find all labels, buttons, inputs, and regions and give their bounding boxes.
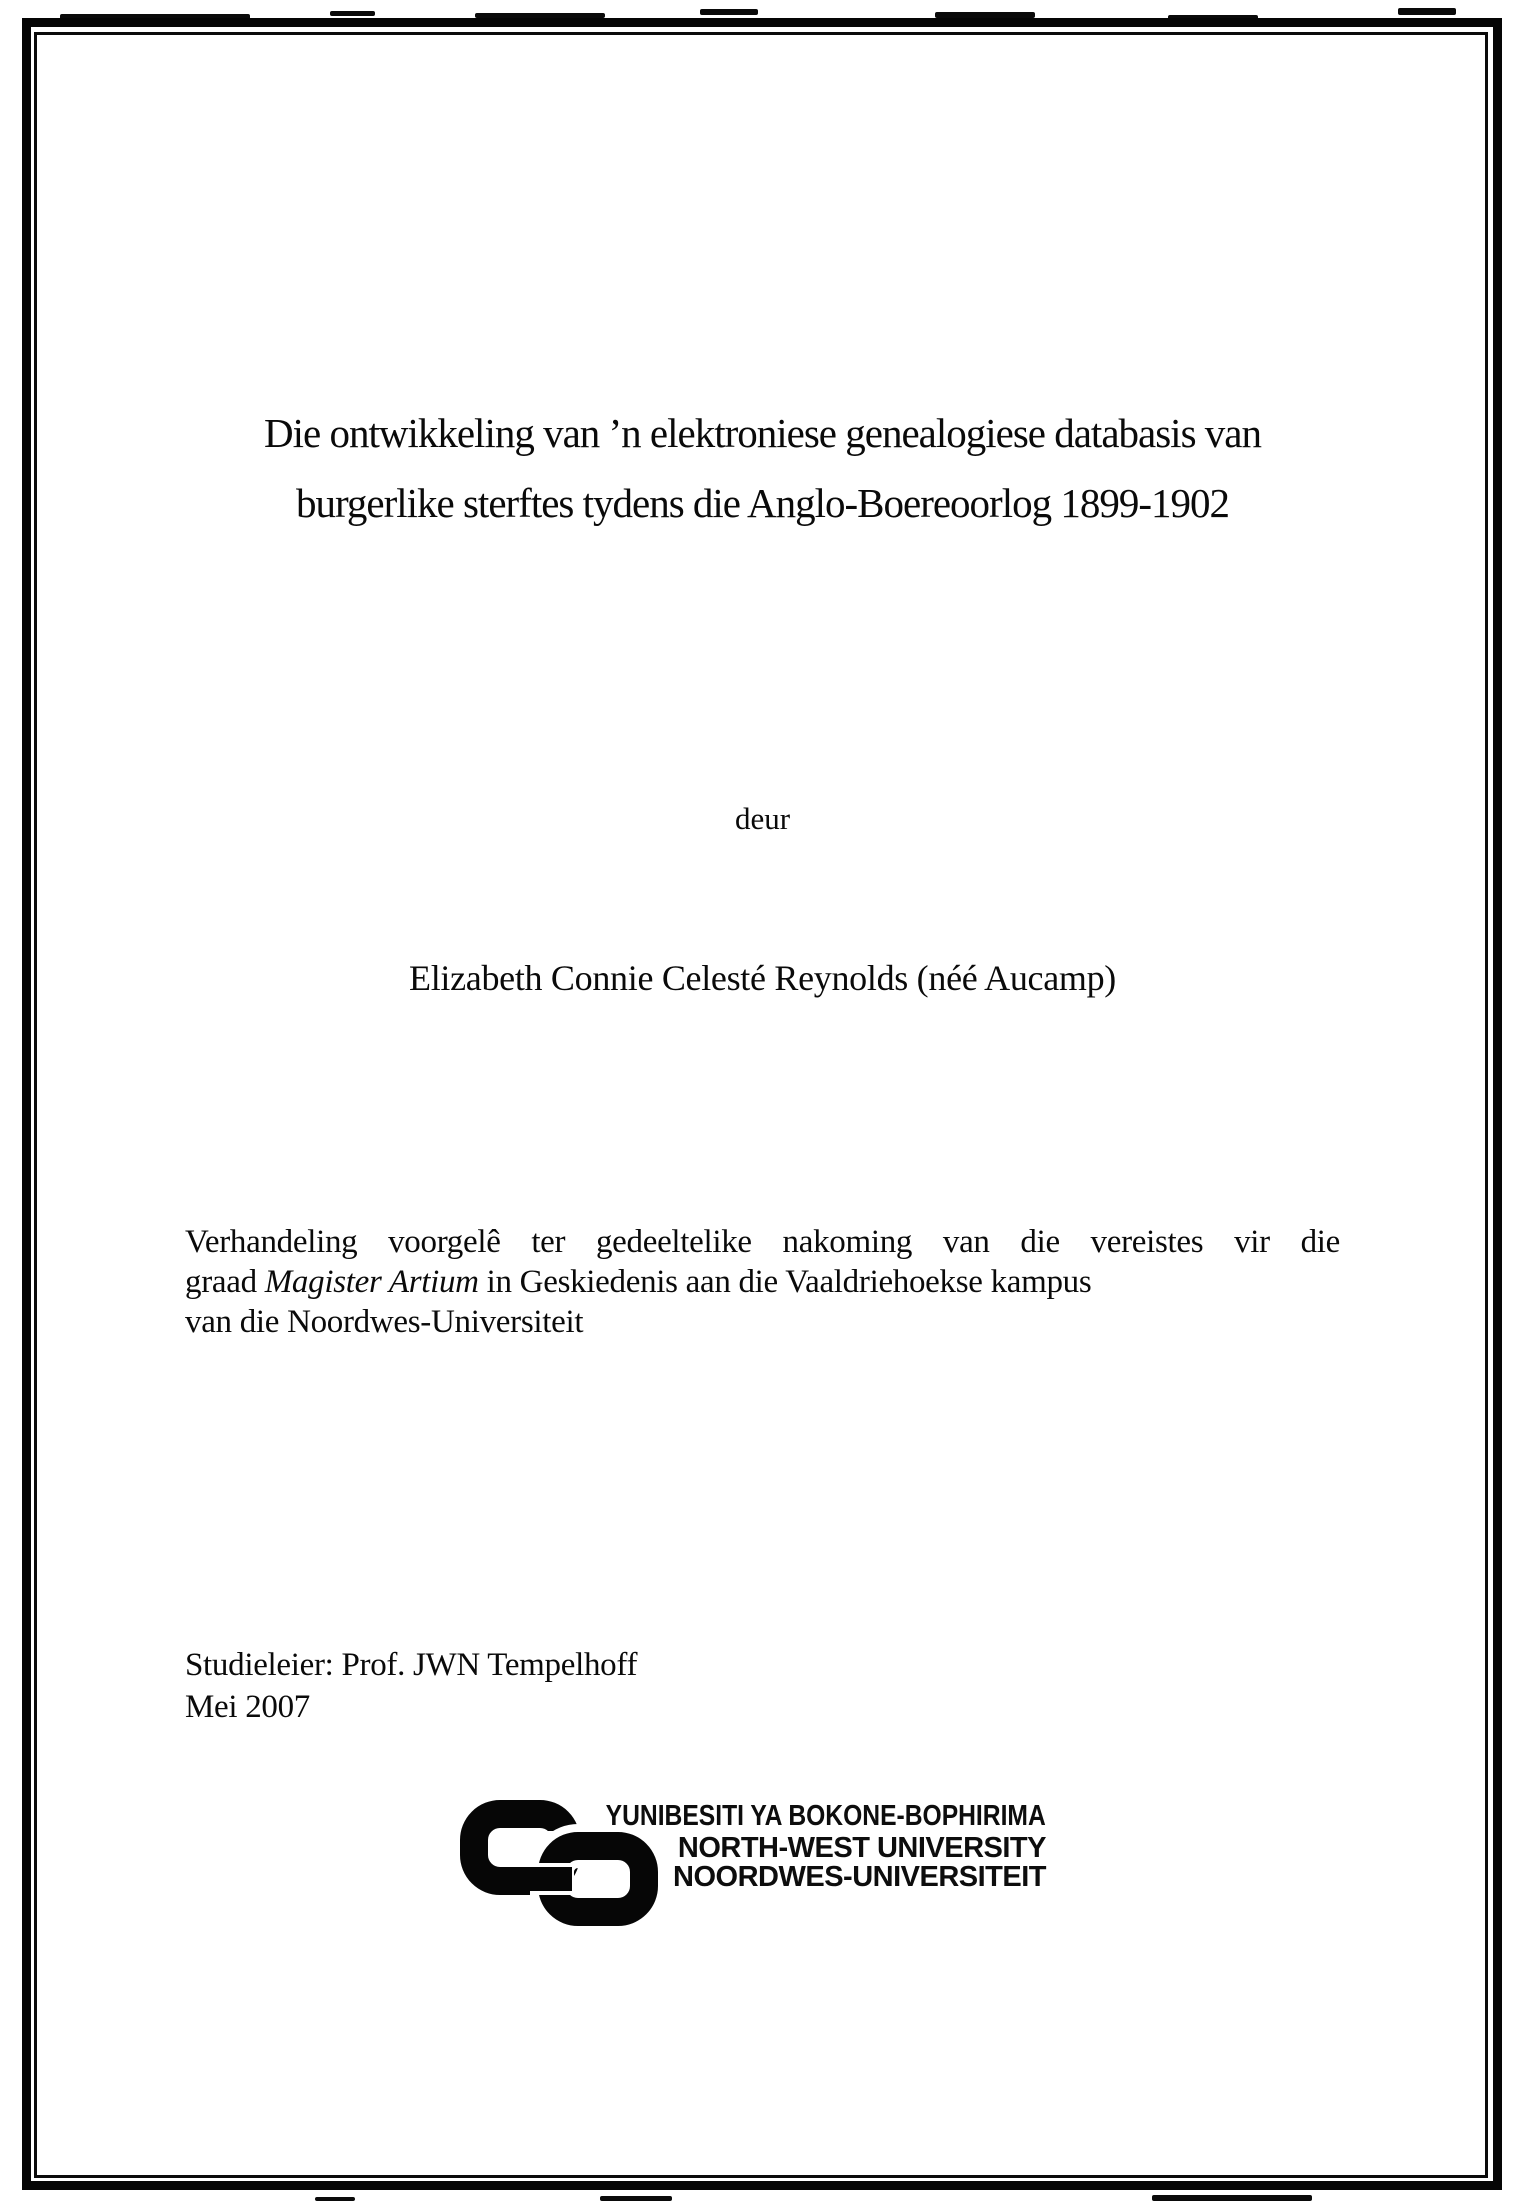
date-line: Mei 2007 xyxy=(185,1689,311,1725)
thesis-title xyxy=(185,398,1340,538)
byline-label: deur xyxy=(734,801,791,836)
degree-statement-line2-suffix: in Geskiedenis aan die Vaaldriehoekse kampus xyxy=(478,1264,1092,1300)
scan-artifact xyxy=(330,11,375,16)
thesis-title-line1: Die ontwikkeling van ’n elektroniese genealogiese databasis van xyxy=(264,410,1261,456)
author-name: Elizabeth Connie Celesté Reynolds (néé Aucamp) xyxy=(409,958,1116,998)
degree-statement-line2-prefix: graad xyxy=(185,1264,265,1300)
scan-artifact xyxy=(1152,2195,1312,2201)
degree-name-italic: Magister Artium xyxy=(264,1264,479,1300)
degree-statement xyxy=(185,1222,1340,1342)
scan-artifact xyxy=(315,2197,355,2201)
scan-artifact xyxy=(700,9,758,15)
university-logo-text xyxy=(588,1798,1046,1898)
supervisor-line: Studieleier: Prof. JWN Tempelhoff xyxy=(185,1647,638,1683)
logo-text-english: NORTH-WEST UNIVERSITY xyxy=(677,1832,1046,1864)
thesis-title-line2: burgerlike sterftes tydens die Anglo-Boereoorlog 1899-1902 xyxy=(295,480,1229,526)
degree-statement-line3: van die Noordwes-Universiteit xyxy=(185,1304,584,1340)
logo-text-setswana: YUNIBESITI YA BOKONE-BOPHIRIMA xyxy=(605,1800,1046,1832)
university-logo xyxy=(460,1798,1100,1938)
degree-statement-line1: Verhandeling voorgelê ter gedeeltelike nakoming van die vereistes vir die xyxy=(185,1224,1340,1260)
degree-statement-line2 xyxy=(185,1262,1340,1302)
logo-text-afrikaans: NOORDWES-UNIVERSITEIT xyxy=(673,1861,1046,1893)
scan-artifact xyxy=(1398,8,1456,15)
scan-artifact xyxy=(600,2196,672,2201)
supervisor-block xyxy=(185,1644,1340,1728)
